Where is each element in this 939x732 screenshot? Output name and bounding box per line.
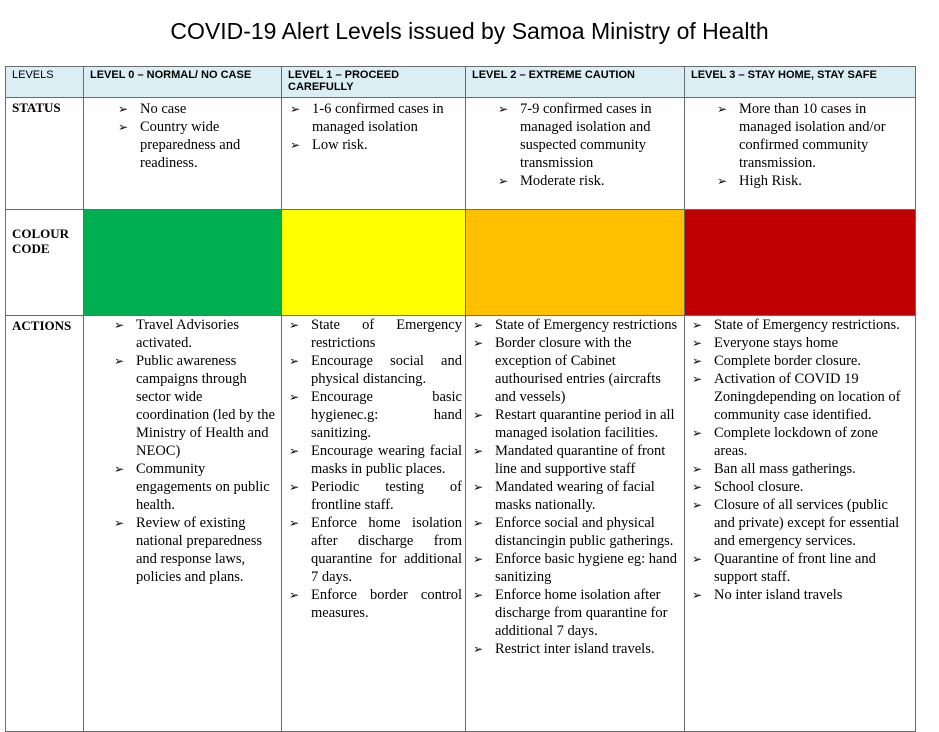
bullet-arrow-icon: ➢	[692, 588, 703, 602]
colour-code-row	[6, 210, 916, 316]
bullet-text: State of Emergency restrictions	[311, 317, 462, 351]
bullet-arrow-icon: ➢	[692, 318, 703, 332]
bullet-item	[285, 442, 462, 478]
bullet-text: Encourage social and physical distancing.	[311, 353, 462, 387]
bullet-arrow-icon: ➢	[473, 336, 484, 350]
bullet-arrow-icon: ➢	[118, 102, 129, 116]
bullet-item	[285, 586, 462, 622]
bullet-arrow-icon: ➢	[692, 498, 703, 512]
header-level-2: LEVEL 2 – EXTREME CAUTION	[466, 67, 685, 98]
status-level-1	[282, 98, 466, 210]
bullet-item	[688, 586, 912, 604]
colour-code-label-line2: CODE	[12, 241, 50, 256]
bullet-item	[688, 316, 912, 334]
header-level-1: LEVEL 1 – PROCEED CAREFULLY	[282, 67, 466, 98]
bullet-arrow-icon: ➢	[289, 480, 300, 494]
bullet-item	[110, 514, 278, 586]
bullet-text: Public awareness campaigns through sector wide coordination (led by the Ministry of Health and NEOC)	[136, 353, 275, 459]
bullet-text: Travel Advisories activated.	[136, 317, 239, 351]
bullet-item	[469, 316, 681, 334]
bullet-arrow-icon: ➢	[114, 516, 125, 530]
colour-code-label-line1: COLOUR	[12, 226, 70, 241]
bullet-item	[285, 352, 462, 388]
bullet-item	[469, 334, 681, 406]
bullet-text: State of Emergency restrictions.	[714, 317, 900, 333]
bullet-item	[285, 388, 462, 442]
bullet-text: High Risk.	[739, 173, 802, 189]
bullet-item	[469, 514, 681, 550]
bullet-arrow-icon: ➢	[717, 102, 728, 116]
bullet-text: Periodic testing of frontline staff.	[311, 479, 462, 513]
bullet-text: Ban all mass gatherings.	[714, 461, 856, 477]
bullet-item	[688, 370, 912, 424]
bullet-text: No case	[140, 101, 187, 117]
bullet-item	[285, 316, 462, 352]
bullet-item	[286, 136, 461, 154]
header-row	[6, 67, 916, 98]
bullet-item	[688, 550, 912, 586]
bullet-item	[688, 334, 912, 352]
bullet-text: Quarantine of front line and support staff.	[714, 551, 876, 585]
bullet-item	[114, 118, 277, 172]
bullet-item	[469, 406, 681, 442]
bullet-item	[713, 100, 911, 172]
bullet-text: Complete border closure.	[714, 353, 861, 369]
bullet-text: Enforce basic hygiene eg: hand sanitizing	[495, 551, 677, 585]
header-level-3: LEVEL 3 – STAY HOME, STAY SAFE	[685, 67, 916, 98]
actions-level-3	[685, 316, 916, 732]
bullet-arrow-icon: ➢	[289, 588, 300, 602]
bullet-arrow-icon: ➢	[473, 318, 484, 332]
bullet-arrow-icon: ➢	[289, 516, 300, 530]
bullet-item	[110, 352, 278, 460]
bullet-arrow-icon: ➢	[289, 444, 300, 458]
alert-levels-table	[5, 66, 916, 732]
status-level-2	[466, 98, 685, 210]
bullet-arrow-icon: ➢	[473, 408, 484, 422]
actions-row	[6, 316, 916, 732]
bullet-text: 1-6 confirmed cases in managed isolation	[312, 101, 444, 135]
bullet-text: Community engagements on public health.	[136, 461, 270, 513]
bullet-arrow-icon: ➢	[289, 354, 300, 368]
bullet-arrow-icon: ➢	[473, 516, 484, 530]
actions-level-0	[84, 316, 282, 732]
bullet-item	[114, 100, 277, 118]
bullet-arrow-icon: ➢	[692, 354, 703, 368]
bullet-item	[285, 478, 462, 514]
status-label: STATUS	[6, 98, 84, 210]
bullet-text: Moderate risk.	[520, 173, 605, 189]
colour-swatch-level-0	[84, 210, 282, 316]
actions-level-2	[466, 316, 685, 732]
page-title: COVID-19 Alert Levels issued by Samoa Ministry of Health	[170, 18, 769, 44]
header-level-0: LEVEL 0 – NORMAL/ NO CASE	[84, 67, 282, 98]
bullet-text: Enforce social and physical distancingin public gatherings.	[495, 515, 674, 549]
bullet-text: 7-9 confirmed cases in managed isolation and suspected community transmission	[520, 101, 652, 171]
colour-code-label	[6, 210, 84, 316]
status-level-0	[84, 98, 282, 210]
bullet-item	[469, 640, 681, 658]
bullet-arrow-icon: ➢	[289, 390, 300, 404]
bullet-text: Low risk.	[312, 137, 368, 153]
bullet-item	[688, 460, 912, 478]
bullet-item	[494, 172, 680, 190]
bullet-text: Enforce home isolation after discharge from quarantine for additional 7 days.	[495, 587, 668, 639]
bullet-arrow-icon: ➢	[114, 354, 125, 368]
bullet-arrow-icon: ➢	[498, 102, 509, 116]
bullet-item	[110, 316, 278, 352]
bullet-arrow-icon: ➢	[692, 480, 703, 494]
bullet-arrow-icon: ➢	[118, 120, 129, 134]
bullet-text: Restart quarantine period in all managed isolation facilities.	[495, 407, 675, 441]
bullet-item	[688, 352, 912, 370]
colour-swatch-level-1	[282, 210, 466, 316]
bullet-text: Encourage basic hygienec.g: hand sanitizing.	[311, 389, 462, 441]
bullet-arrow-icon: ➢	[498, 174, 509, 188]
bullet-item	[285, 514, 462, 586]
bullet-item	[713, 172, 911, 190]
bullet-arrow-icon: ➢	[692, 426, 703, 440]
bullet-text: Country wide preparedness and readiness.	[140, 119, 241, 171]
bullet-text: Closure of all services (public and private) except for essential and emergency services.	[714, 497, 900, 549]
bullet-arrow-icon: ➢	[692, 462, 703, 476]
bullet-text: More than 10 cases in managed isolation and/or confirmed community transmission.	[739, 101, 886, 171]
bullet-text: No inter island travels	[714, 587, 843, 603]
bullet-item	[469, 478, 681, 514]
bullet-arrow-icon: ➢	[717, 174, 728, 188]
bullet-text: Activation of COVID 19 Zoningdepending on location of community case identified.	[714, 371, 901, 423]
status-level-3	[685, 98, 916, 210]
bullet-arrow-icon: ➢	[290, 102, 301, 116]
colour-swatch-level-2	[466, 210, 685, 316]
bullet-item	[469, 550, 681, 586]
bullet-text: Mandated wearing of facial masks nationally.	[495, 479, 655, 513]
bullet-text: School closure.	[714, 479, 804, 495]
bullet-arrow-icon: ➢	[473, 642, 484, 656]
bullet-item	[688, 496, 912, 550]
bullet-text: Mandated quarantine of front line and supportive staff	[495, 443, 666, 477]
bullet-item	[494, 100, 680, 172]
bullet-arrow-icon: ➢	[473, 480, 484, 494]
colour-swatch-level-3	[685, 210, 916, 316]
header-levels: LEVELS	[6, 67, 84, 98]
bullet-text: Review of existing national preparedness and response laws, policies and plans.	[136, 515, 263, 585]
bullet-item	[286, 100, 461, 136]
bullet-text: State of Emergency restrictions	[495, 317, 678, 333]
actions-label: ACTIONS	[6, 316, 84, 732]
bullet-item	[469, 586, 681, 640]
bullet-arrow-icon: ➢	[290, 138, 301, 152]
bullet-arrow-icon: ➢	[692, 336, 703, 350]
bullet-arrow-icon: ➢	[289, 318, 300, 332]
bullet-item	[469, 442, 681, 478]
bullet-arrow-icon: ➢	[114, 462, 125, 476]
bullet-item	[110, 460, 278, 514]
bullet-item	[688, 478, 912, 496]
bullet-text: Everyone stays home	[714, 335, 839, 351]
status-row	[6, 98, 916, 210]
bullet-text: Restrict inter island travels.	[495, 641, 655, 657]
bullet-text: Encourage wearing facial masks in public places.	[311, 443, 462, 477]
bullet-arrow-icon: ➢	[692, 552, 703, 566]
actions-level-1	[282, 316, 466, 732]
bullet-arrow-icon: ➢	[473, 588, 484, 602]
bullet-text: Complete lockdown of zone areas.	[714, 425, 878, 459]
bullet-text: Enforce home isolation after discharge from quarantine for additional 7 days.	[311, 515, 462, 585]
bullet-arrow-icon: ➢	[473, 552, 484, 566]
bullet-arrow-icon: ➢	[114, 318, 125, 332]
bullet-arrow-icon: ➢	[473, 444, 484, 458]
bullet-arrow-icon: ➢	[692, 372, 703, 386]
bullet-item	[688, 424, 912, 460]
bullet-text: Border closure with the exception of Cabinet authourised entries (aircrafts and vessels)	[495, 335, 661, 405]
bullet-text: Enforce border control measures.	[311, 587, 462, 621]
